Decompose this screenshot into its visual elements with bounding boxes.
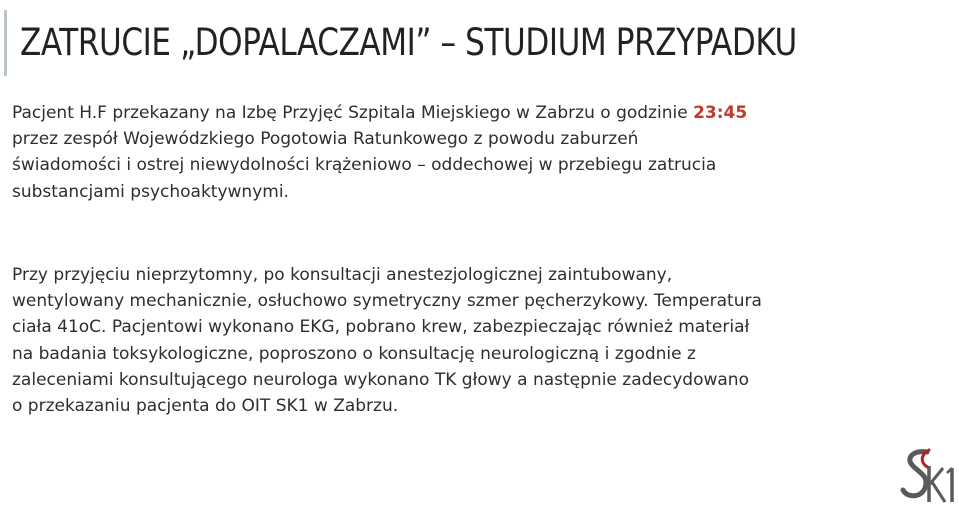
paragraph-line: zaleceniami konsultującego neurologa wykonano TK głowy a następnie zadecydowano <box>12 369 749 390</box>
slide-title: ZATRUCIE „DOPALACZAMI” – STUDIUM PRZYPADKU <box>20 21 797 64</box>
paragraph-line: o przekazaniu pacjenta do OIT SK1 w Zabrzu. <box>12 396 399 417</box>
paragraph-line: substancjami psychoaktywnymi. <box>12 181 289 202</box>
admission-time: 23:45 <box>693 103 748 123</box>
paragraph-line: na badania toksykologiczne, poproszono o konsultację neurologiczną i zgodnie z <box>12 343 696 364</box>
paragraph-line: świadomości i ostrej niewydolności krążeniowo – oddechowej w przebiegu zatrucia <box>12 155 717 176</box>
paragraph-line: Przy przyjęciu nieprzytomny, po konsultacji anestezjologicznej zaintubowany, <box>12 265 673 285</box>
case-intro-paragraph <box>12 100 747 205</box>
paragraph-line: ciała 41oC. Pacjentowi wykonano EKG, pobrano krew, zabezpieczając również materiał <box>12 317 750 338</box>
paragraph-line <box>12 100 747 126</box>
title-accent-rule <box>4 10 7 76</box>
admission-findings-paragraph <box>12 262 762 419</box>
paragraph-line: wentylowany mechanicznie, osłuchowo symetryczny szmer pęcherzykowy. Temperatura <box>12 291 762 312</box>
paragraph-line: przez zespół Wojewódzkiego Pogotowia Ratunkowego z powodu zaburzeń <box>12 129 639 150</box>
sk1-hospital-logo-icon <box>899 446 959 505</box>
paragraph-line-text: Pacjent H.F przekazany na Izbę Przyjęć Szpitala Miejskiego w Zabrzu o godzinie <box>12 103 694 123</box>
